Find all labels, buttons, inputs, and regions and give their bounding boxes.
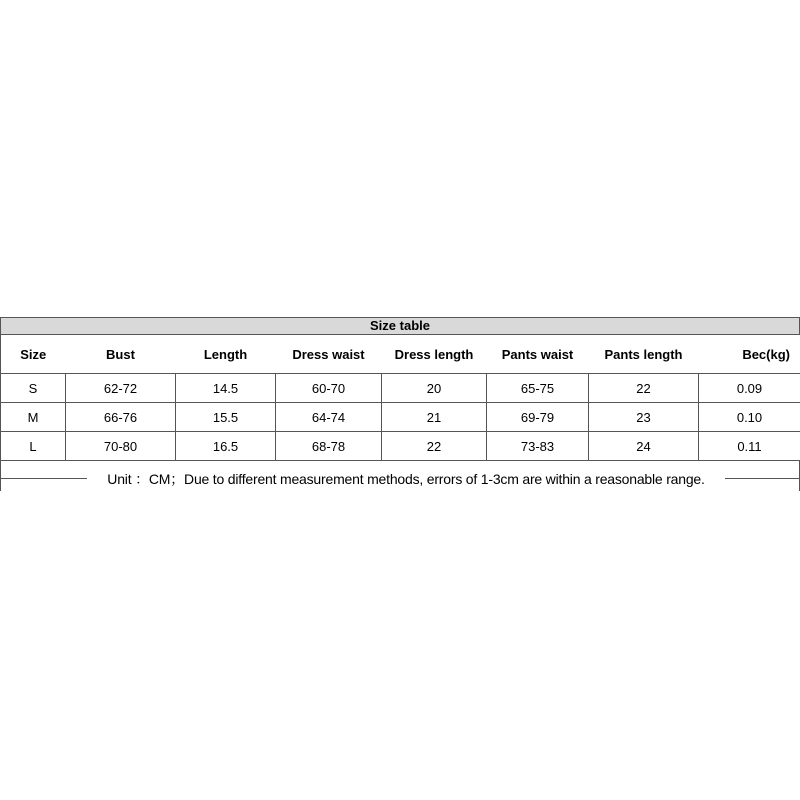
- cell-size: L: [1, 432, 66, 461]
- cell-dress-waist: 64-74: [276, 403, 382, 432]
- header-length: Length: [176, 335, 276, 374]
- cell-pants-length: 24: [589, 432, 699, 461]
- cell-size: S: [1, 374, 66, 403]
- cell-weight: 0.10: [699, 403, 800, 432]
- cell-bust: 70-80: [66, 432, 176, 461]
- cell-dress-length: 21: [382, 403, 487, 432]
- size-chart: [0, 317, 800, 491]
- cell-length: 15.5: [176, 403, 276, 432]
- cell-size: M: [1, 403, 66, 432]
- measurement-note: Unit ：CM；Due to different measurement methods, errors of 1-3cm are within a reasonable range.: [107, 471, 705, 487]
- table-row: [1, 432, 800, 461]
- cell-weight: 0.09: [699, 374, 800, 403]
- cell-pants-length: 22: [589, 374, 699, 403]
- header-pants-waist: Pants waist: [487, 335, 589, 374]
- cell-pants-waist: 69-79: [487, 403, 589, 432]
- size-table: [0, 334, 800, 461]
- note-divider-left: [1, 478, 87, 479]
- cell-dress-length: 20: [382, 374, 487, 403]
- table-title: Size table: [0, 317, 800, 334]
- header-dress-waist: Dress waist: [276, 335, 382, 374]
- header-size: Size: [1, 335, 66, 374]
- measurement-note-row: [0, 461, 800, 491]
- cell-dress-waist: 60-70: [276, 374, 382, 403]
- cell-bust: 62-72: [66, 374, 176, 403]
- header-weight: Bec(kg): [699, 335, 800, 374]
- note-divider-right: [725, 478, 800, 479]
- cell-dress-waist: 68-78: [276, 432, 382, 461]
- cell-pants-length: 23: [589, 403, 699, 432]
- table-row: [1, 403, 800, 432]
- cell-dress-length: 22: [382, 432, 487, 461]
- header-pants-length: Pants length: [589, 335, 699, 374]
- cell-pants-waist: 65-75: [487, 374, 589, 403]
- header-bust: Bust: [66, 335, 176, 374]
- cell-bust: 66-76: [66, 403, 176, 432]
- cell-length: 14.5: [176, 374, 276, 403]
- cell-weight: 0.11: [699, 432, 800, 461]
- header-dress-length: Dress length: [382, 335, 487, 374]
- cell-length: 16.5: [176, 432, 276, 461]
- header-row: [1, 335, 800, 374]
- table-row: [1, 374, 800, 403]
- cell-pants-waist: 73-83: [487, 432, 589, 461]
